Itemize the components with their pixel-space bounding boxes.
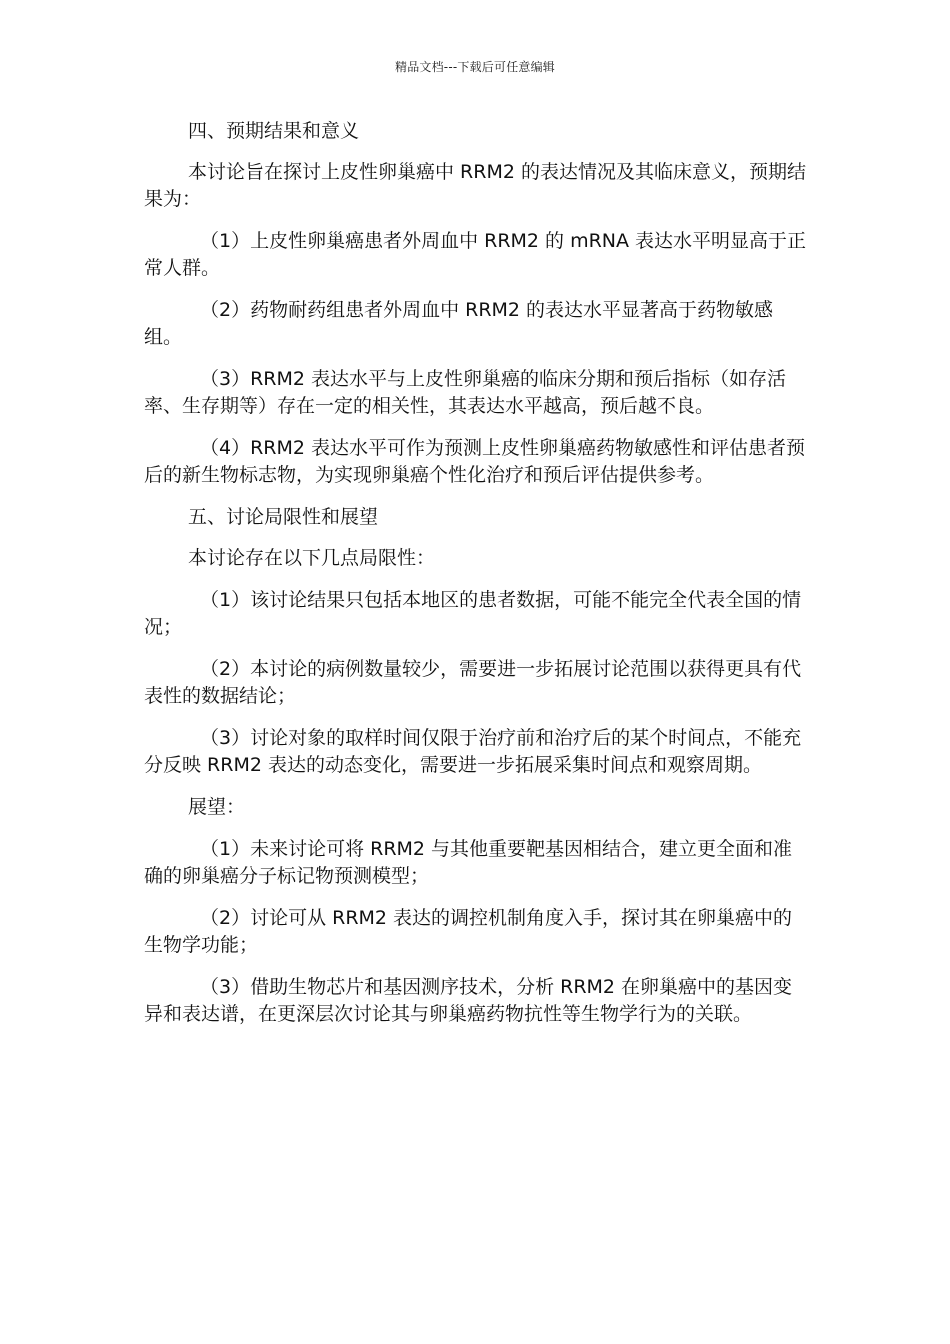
- expected-result-item-3: （3）RRM2 表达水平与上皮性卵巢癌的临床分期和预后指标（如存活率、生存期等）存在一定的相关性，其表达水平越高，预后越不良。: [144, 368, 787, 417]
- expected-result-item-2: （2）药物耐药组患者外周血中 RRM2 的表达水平显著高于药物敏感组。: [144, 299, 774, 348]
- limitation-item-3: （3）讨论对象的取样时间仅限于治疗前和治疗后的某个时间点，不能充分反映 RRM2 表达的动态变化，需要进一步拓展采集时间点和观察周期。: [144, 727, 802, 776]
- limitation-item-1: （1）该讨论结果只包括本地区的患者数据，可能不能完全代表全国的情况；: [144, 589, 802, 638]
- expected-result-item-4: （4）RRM2 表达水平可作为预测上皮性卵巢癌药物敏感性和评估患者预后的新生物标志物，为实现卵巢癌个性化治疗和预后评估提供参考。: [144, 437, 806, 486]
- limitation-item-2: （2）本讨论的病例数量较少，需要进一步拓展讨论范围以获得更具有代表性的数据结论；: [144, 658, 802, 707]
- outlook-label: 展望：: [188, 796, 246, 818]
- outlook-item-3: （3）借助生物芯片和基因测序技术，分析 RRM2 在卵巢癌中的基因变异和表达谱，在更深层次讨论其与卵巢癌药物抗性等生物学行为的关联。: [144, 976, 793, 1025]
- paragraph-expected-intro: 本讨论旨在探讨上皮性卵巢癌中 RRM2 的表达情况及其临床意义，预期结果为：: [144, 161, 806, 210]
- outlook-item-1: （1）未来讨论可将 RRM2 与其他重要靶基因相结合，建立更全面和准确的卵巢癌分子标记物预测模型；: [144, 838, 793, 887]
- paragraph-limitations-intro: 本讨论存在以下几点局限性：: [188, 547, 436, 569]
- page-header: 精品文档---下载后可任意编辑: [395, 60, 555, 74]
- document-body: [144, 118, 809, 1028]
- expected-result-item-1: （1）上皮性卵巢癌患者外周血中 RRM2 的 mRNA 表达水平明显高于正常人群。: [144, 230, 807, 279]
- section-heading-expected-results: 四、预期结果和意义: [188, 120, 360, 142]
- outlook-item-2: （2）讨论可从 RRM2 表达的调控机制角度入手，探讨其在卵巢癌中的生物学功能；: [144, 907, 793, 956]
- section-heading-limitations: 五、讨论局限性和展望: [188, 506, 379, 528]
